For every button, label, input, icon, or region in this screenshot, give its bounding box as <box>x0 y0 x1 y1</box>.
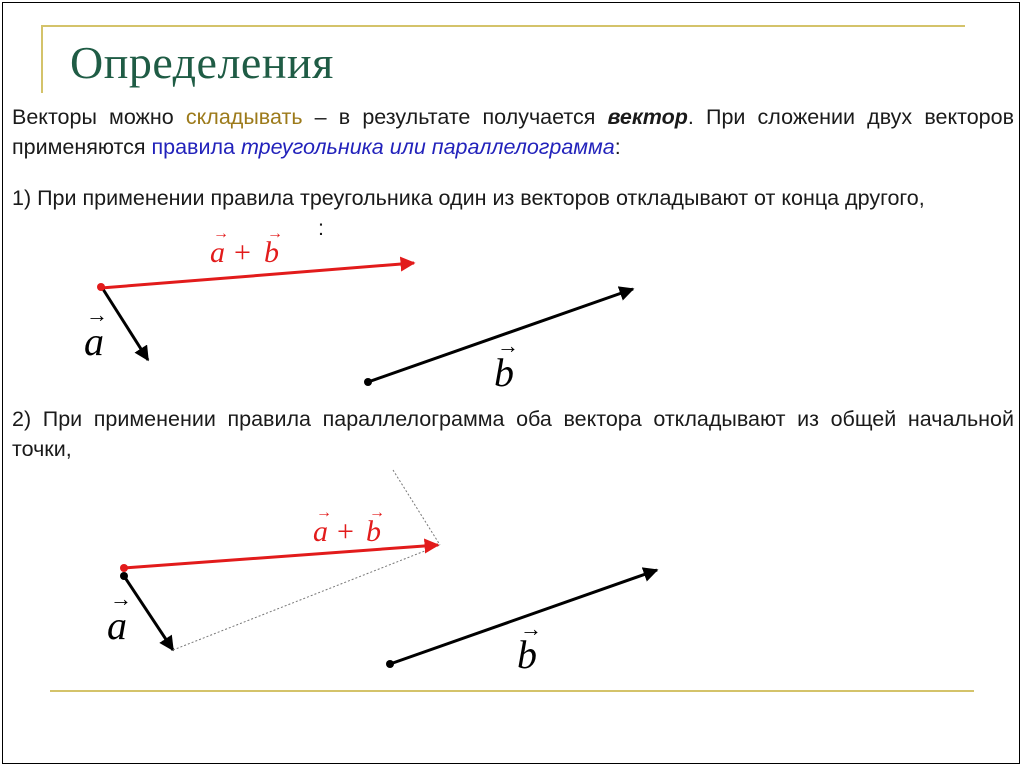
parallelogram-sum-label-a: a <box>313 515 328 548</box>
parallelogram-label-b: b <box>517 632 537 677</box>
parallelogram-label-b-arrow: → <box>520 616 542 641</box>
triangle-start-point <box>97 283 105 291</box>
parallelogram-sum-arrow-a: → <box>316 504 332 521</box>
rule-triangle-colon: : <box>318 216 324 240</box>
triangle-rule-figure <box>84 225 633 395</box>
intro-text-2: – в результате получается <box>302 105 608 129</box>
rule-parallelogram-text: 2) При применении правила параллелограмма оба вектора откладывают из общей начальной точки, <box>12 407 1014 461</box>
triangle-vector-a <box>101 286 148 360</box>
triangle-label-b: b <box>494 350 514 395</box>
parallelogram-label-a-arrow: → <box>110 586 132 611</box>
triangle-label-a-arrow: → <box>86 302 108 327</box>
triangle-sum-vector <box>101 263 414 288</box>
triangle-sum-arrow-a: → <box>213 225 229 242</box>
parallelogram-vector-b-start <box>386 660 394 668</box>
parallelogram-sum-label-b: b <box>366 515 381 548</box>
parallelogram-sum-label-plus: + <box>337 515 354 548</box>
parallelogram-sum-vector <box>124 545 438 568</box>
intro-highlight-vector: вектор <box>607 105 688 129</box>
triangle-label-a: a <box>84 319 104 364</box>
parallelogram-sum-arrow-b: → <box>369 504 385 521</box>
intro-highlight-add: складывать <box>185 105 303 129</box>
parallelogram-common-point <box>120 572 128 580</box>
slide-title: Определения <box>70 37 334 88</box>
intro-colon: : <box>614 135 621 159</box>
triangle-label-b-arrow: → <box>497 333 519 358</box>
parallelogram-label-a: a <box>107 603 127 648</box>
triangle-sum-label-a: a <box>210 236 225 269</box>
parallelogram-guide-top <box>393 470 440 545</box>
intro-rules-names: треугольника или параллелограмма <box>240 135 615 159</box>
triangle-sum-arrow-b: → <box>267 225 283 242</box>
parallelogram-rule-figure <box>107 470 657 677</box>
rule-triangle-text: 1) При применении правила треугольника один из векторов откладывают от конца другого, <box>12 186 925 210</box>
triangle-sum-label-b: b <box>264 236 279 269</box>
intro-rules-word: правила <box>151 135 241 159</box>
intro-text-1: Векторы можно <box>12 105 186 129</box>
triangle-vector-b-start <box>364 378 372 386</box>
triangle-sum-label-plus: + <box>234 236 251 269</box>
parallelogram-sum-start <box>120 564 128 572</box>
intro-text-3: . При сложении двух векторов применяются <box>12 105 1015 159</box>
